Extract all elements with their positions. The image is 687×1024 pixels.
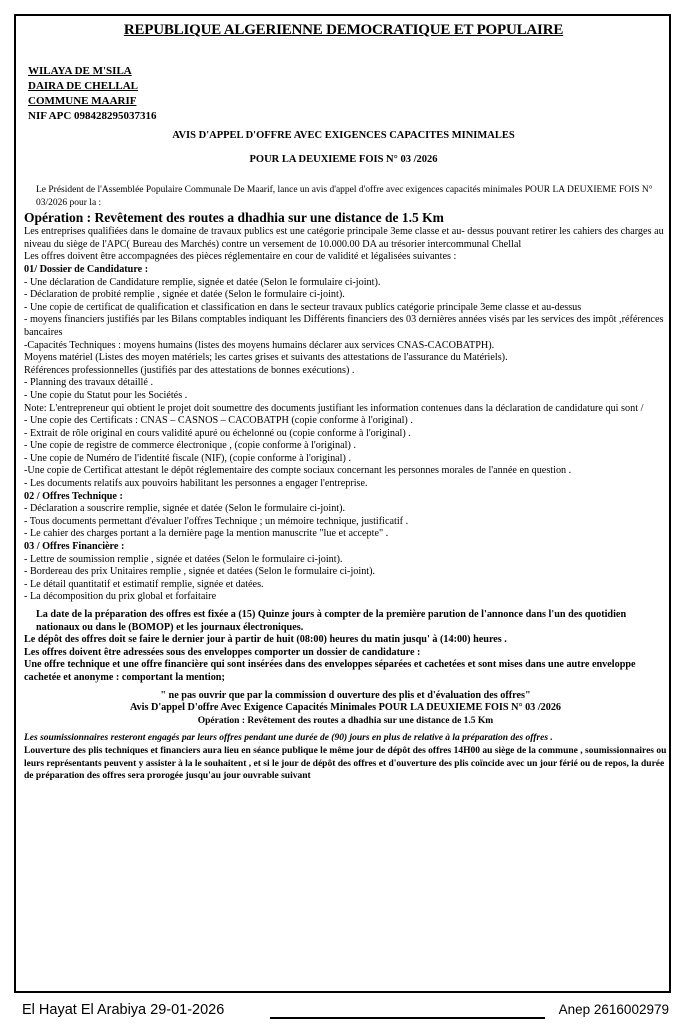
list-item: - Déclaration de probité remplie , signée et datée (Selon le formulaire ci-joint). (24, 289, 345, 301)
list-item: - La décomposition du prix global et forfaitaire (24, 591, 217, 603)
footer-rule (270, 1017, 545, 1019)
envelope-operation: Opération : Revêtement des routes a dhadhia sur une distance de 1.5 Km (197, 715, 494, 726)
list-item: - Extrait de rôle original en cours validité apuré ou échelonné ou (copie conforme à l'original) . (24, 427, 411, 439)
list-item: - Lettre de soumission remplie , signée et datées (Selon le formulaire ci-joint). (24, 553, 343, 565)
newspaper-source: El Hayat El Arabiya 29-01-2026 (22, 1002, 225, 1018)
envelope-mention: " ne pas ouvrir que par la commission d ouverture des plis et d'évaluation des offres" (160, 689, 531, 701)
opening-paragraph: Louverture des plis techniques et financiers aura lieu en séance publique le même jour de dépôt des offres 14H00 au siège de la commune , soumissionnaires ou leurs représentants peuvent y assister à la le souhaitent , et si le jour de dépôt des offres et d'ouverture des plis coïncide avec un jour férié ou de repos, la durée de préparation des offres sera prorogée jusqu'au jour ouvrable suivant (24, 745, 667, 782)
section-technique-title: 02 / Offres Technique : (24, 490, 123, 502)
daira-line: DAIRA DE CHELLAL (28, 80, 139, 92)
list-item: -Une copie de Certificat attestant le dépôt réglementaire des compte sociaux concernant les personnes morales de l'année en question . (24, 465, 572, 477)
commune-line: COMMUNE MAARIF (28, 95, 137, 107)
validity-paragraph: Les soumissionnaires resteront engagés par leurs offres pendant une durée de (90) jours en plus de relative à la préparation des offres . (24, 733, 553, 744)
eligibility-paragraph: Les entreprises qualifiées dans le domaine de travaux publics est une catégorie principale 3eme classe et au- dessus pouvant retirer les cahiers des charges au niveau du siège de l'APC( Bureau des Marchés) contre un versement de 10.000.00 DA au trésorier intercommunal Chellal (24, 226, 664, 250)
list-item: Moyens matériel (Listes des moyen matériels; les cartes grises et suivants des attestations de l'assurance du Matériels). (24, 352, 508, 364)
envelope-detail-paragraph: Une offre technique et une offre financière qui sont insérées dans des enveloppes séparées et cachetées et sont mises dans une autre enveloppe cachetée et anonyme : comportant la mention; (24, 659, 636, 683)
list-item: - Les documents relatifs aux pouvoirs habilitant les personnes a engager l'entreprise. (24, 478, 368, 490)
avis-subtitle: POUR LA DEUXIEME FOIS N° 03 /2026 (249, 154, 438, 165)
list-item: - Une copie de certificat de qualification et classification en dans le secteur travaux publics catégorie principale 3eme classe et au-dessus (24, 301, 582, 313)
nif-line: NIF APC 098428295037316 (28, 110, 157, 122)
operation-line: Opération : Revêtement des routes a dhadhia sur une distance de 1.5 Km (24, 210, 444, 226)
envelope-paragraph: Les offres doivent être adressées sous des enveloppes comporter un dossier de candidature : (24, 646, 421, 658)
list-item: - Le détail quantitatif et estimatif remplie, signée et datées. (24, 578, 264, 590)
list-item: - Planning des travaux détaillé . (24, 377, 154, 389)
note-paragraph: Note: L'entrepreneur qui obtient le projet doit soumettre des documents justifiant les information contenues dans la déclaration de candidature qui sont / (24, 402, 644, 414)
page-title: REPUBLIQUE ALGERIENNE DEMOCRATIQUE ET POPULAIRE (123, 22, 564, 38)
preparation-date-paragraph: La date de la préparation des offres est fixée a (15) Quinze jours à compter de la première parution de l'annonce dans l'un des quotidien nationaux ou dans le (BOMOP) et les journaux électroniques. (36, 609, 627, 633)
issuer-header (28, 64, 157, 124)
list-item: - Une copie des Certificats : CNAS – CASNOS – CACOBATPH (copie conforme à l'original) . (24, 415, 413, 427)
intro-paragraph: Le Président de l'Assemblée Populaire Communale De Maarif, lance un avis d'appel d'offre avec exigences capacités minimales POUR LA DEUXIEME FOIS N° 03/2026 pour la : (36, 185, 653, 208)
section-candidature-title: 01/ Dossier de Candidature : (24, 263, 149, 275)
list-item: - Une copie de Numéro de l'identité fiscale (NIF), (copie conforme à l'original) . (24, 452, 351, 464)
list-item: - Une déclaration de Candidature remplie, signée et datée (Selon le formulaire ci-joint). (24, 276, 381, 288)
list-item: - Déclaration a souscrire remplie, signée et datée (Selon le formulaire ci-joint). (24, 503, 346, 515)
list-item: - Une copie du Statut pour les Sociétés . (24, 389, 188, 401)
documents-paragraph: Les offres doivent être accompagnées des pièces réglementaire en cour de validité et légalisées suivantes : (24, 251, 457, 263)
wilaya-line: WILAYA DE M'SILA (28, 65, 132, 77)
page-footer (22, 1002, 669, 1022)
list-item: - Bordereau des prix Unitaires remplie , signée et datées (Selon le formulaire ci-joint). (24, 566, 376, 578)
deposit-paragraph: Le dépôt des offres doit se faire le dernier jour à partir de huit (08:00) heures du matin jusqu' à (14:00) heures . (24, 634, 507, 646)
document-body (24, 184, 667, 783)
section-financiere-title: 03 / Offres Financière : (24, 541, 125, 553)
avis-title: AVIS D'APPEL D'OFFRE AVEC EXIGENCES CAPACITES MINIMALES (172, 130, 515, 141)
envelope-avis: Avis D'appel D'offre Avec Exigence Capacités Minimales POUR LA DEUXIEME FOIS N° 03 /2026 (129, 702, 562, 714)
list-item: - Le cahier des charges portant a la dernière page la mention manuscrite "lue et accepte" . (24, 528, 389, 540)
list-item: - moyens financiers justifiés par les Bilans comptables indiquant les Différents financiers des 03 dernières années visés par les services des impôt ,références bancaires (24, 314, 664, 338)
list-item: Références professionnelles (justifiés par des attestations de bonnes exécutions) . (24, 364, 355, 376)
list-item: - Une copie de registre de commerce électronique , (copie conforme à l'original) . (24, 440, 356, 452)
list-item: - Tous documents permettant d'évaluer l'offres Technique ; un mémoire technique, justificatif . (24, 515, 409, 527)
anep-reference: Anep 2616002979 (558, 1002, 669, 1017)
list-item: -Capacités Techniques : moyens humains (listes des moyens humains déclarer aux services CNAS-CACOBATPH). (24, 339, 495, 351)
